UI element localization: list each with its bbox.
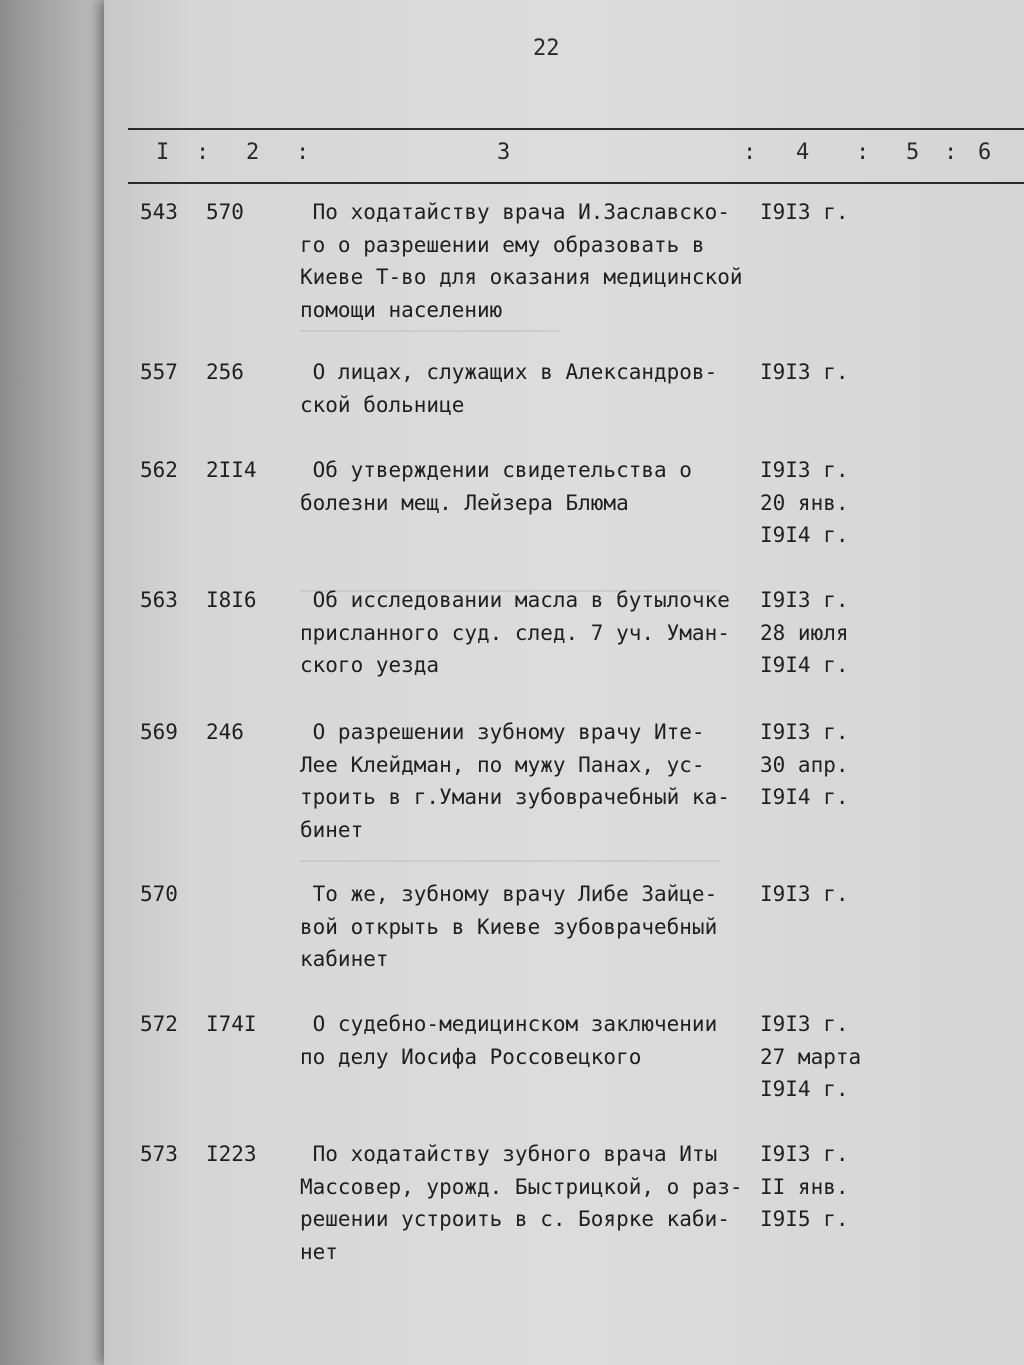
header-col-4: 4 bbox=[796, 140, 810, 165]
header-col-3: 3 bbox=[497, 140, 511, 165]
row-number: 569 bbox=[140, 720, 178, 744]
row-number: 557 bbox=[140, 360, 178, 384]
bleed-through-mark bbox=[300, 330, 560, 332]
file-number: I74I bbox=[206, 1012, 257, 1036]
entry-description: Об утверждении свидетельства о болезни мещ. Лейзера Блюма bbox=[300, 458, 692, 515]
header-bottom-rule bbox=[128, 182, 1024, 184]
entry-date: I9I3 г. 28 июля I9I4 г. bbox=[760, 588, 849, 677]
entry-description: О судебно-медицинском заключении по делу Иосифа Россовецкого bbox=[300, 1012, 718, 1069]
entry-description: Об исследовании масла в бутылочке присланного суд. след. 7 уч. Уман- ского уезда bbox=[300, 588, 730, 677]
entry-date: I9I3 г. II янв. I9I5 г. bbox=[760, 1142, 849, 1231]
file-number: 246 bbox=[206, 720, 244, 744]
entry-date: I9I3 г. bbox=[760, 360, 849, 384]
entry-date: I9I3 г. 20 янв. I9I4 г. bbox=[760, 458, 849, 547]
bleed-through-mark bbox=[300, 860, 720, 862]
entry-date: I9I3 г. 27 марта I9I4 г. bbox=[760, 1012, 862, 1101]
file-number: 570 bbox=[206, 200, 244, 224]
entry-description: То же, зубному врачу Либе Зайце- вой открыть в Киеве зубоврачебный кабинет bbox=[300, 882, 718, 971]
header-separator: : bbox=[196, 140, 210, 165]
header-separator: : bbox=[296, 140, 310, 165]
previous-page-edge bbox=[0, 0, 120, 1365]
file-number: 2II4 bbox=[206, 458, 257, 482]
file-number: 256 bbox=[206, 360, 244, 384]
header-separator: : bbox=[856, 140, 870, 165]
header-col-6: 6 bbox=[978, 140, 992, 165]
row-number: 563 bbox=[140, 588, 178, 612]
row-number: 572 bbox=[140, 1012, 178, 1036]
header-top-rule bbox=[128, 128, 1024, 130]
entry-description: О разрешении зубному врачу Ите- Лее Клейдман, по мужу Панах, ус- троить в г.Умани зубоврачебный ка- бинет bbox=[300, 720, 730, 842]
file-number: I223 bbox=[206, 1142, 257, 1166]
header-separator: : bbox=[743, 140, 757, 165]
header-separator: : bbox=[944, 140, 958, 165]
row-number: 543 bbox=[140, 200, 178, 224]
header-col-1: I bbox=[156, 140, 170, 165]
header-col-2: 2 bbox=[246, 140, 260, 165]
entry-description: По ходатайству зубного врача Иты Массовер, урожд. Быстрицкой, о раз- решении устроить в с. Боярке каби- нет bbox=[300, 1142, 743, 1264]
page-number: 22 bbox=[533, 36, 560, 61]
entry-date: I9I3 г. bbox=[760, 200, 849, 224]
file-number: I8I6 bbox=[206, 588, 257, 612]
entry-date: I9I3 г. bbox=[760, 882, 849, 906]
row-number: 573 bbox=[140, 1142, 178, 1166]
entry-description: О лицах, служащих в Александров- ской больнице bbox=[300, 360, 718, 417]
entry-date: I9I3 г. 30 апр. I9I4 г. bbox=[760, 720, 849, 809]
row-number: 562 bbox=[140, 458, 178, 482]
row-number: 570 bbox=[140, 882, 178, 906]
header-col-5: 5 bbox=[906, 140, 920, 165]
entry-description: По ходатайству врача И.Заславско- го о разрешении ему образовать в Киеве Т-во для оказания медицинской помощи населению bbox=[300, 200, 743, 322]
